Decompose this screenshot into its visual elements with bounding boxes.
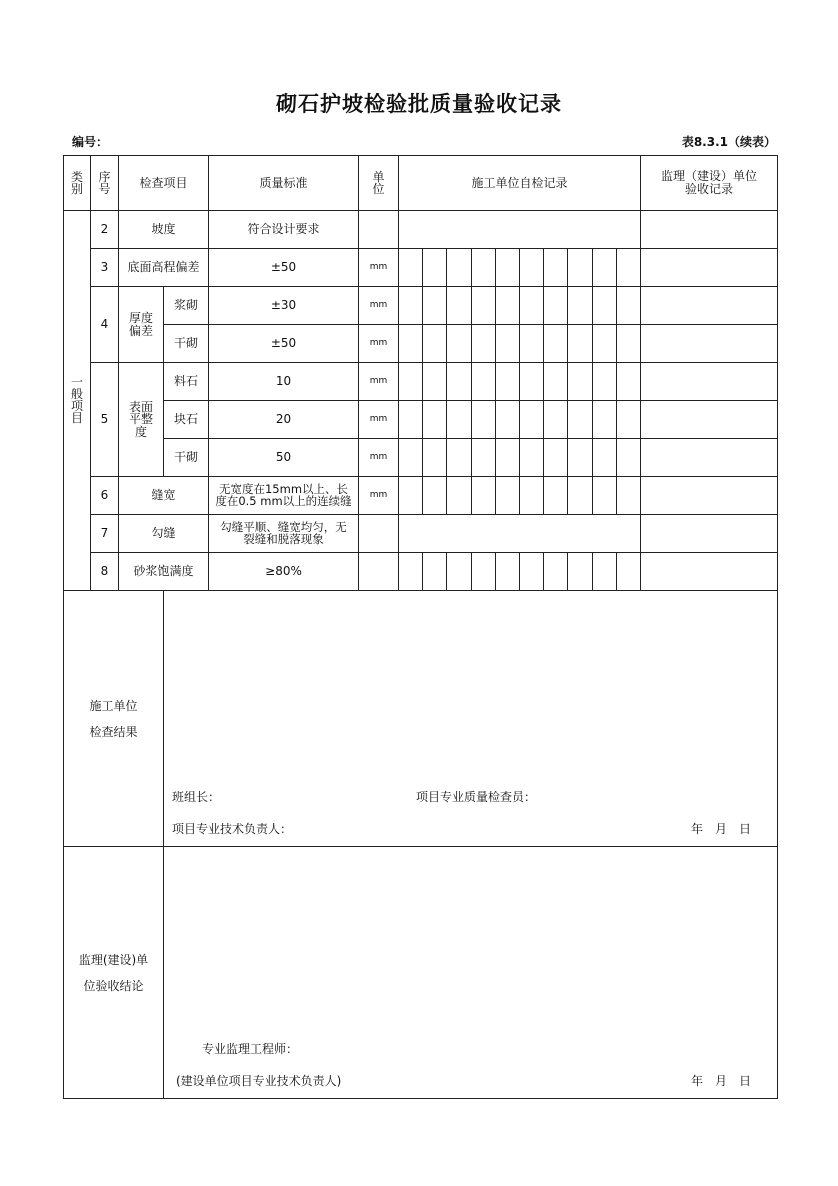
engineer-label: 专业监理工程师： [202,1042,299,1056]
record-cell[interactable] [568,401,592,439]
supervision-cell[interactable] [641,363,778,401]
seq-cell: 5 [91,363,119,477]
record-cell[interactable] [399,211,641,249]
unit-cell[interactable] [359,515,399,553]
standard-cell: ±50 [209,249,359,287]
owner-lead-label: (建设单位项目专业技术负责人) [176,1074,342,1088]
record-cell[interactable] [423,287,447,325]
item-cell: 勾缝 [119,515,209,553]
record-cell[interactable] [447,439,471,477]
unit-cell: mm [359,287,399,325]
record-cell[interactable] [544,249,568,287]
standard-cell: 无宽度在15mm以上、长度在0.5 mm以上的连续缝 [209,477,359,515]
record-cell[interactable] [616,249,640,287]
construction-result-area[interactable] [164,591,778,847]
supervision-conclusion-row [64,847,778,1099]
record-cell[interactable] [495,325,519,363]
standard-cell: 勾缝平顺、缝宽均匀，无裂缝和脱落现象 [209,515,359,553]
record-cell[interactable] [423,325,447,363]
seq-cell: 3 [91,249,119,287]
record-cell[interactable] [399,363,423,401]
header-supervision: 监理（建设）单位验收记录 [641,156,778,211]
unit-cell[interactable] [359,211,399,249]
record-cell[interactable] [519,249,543,287]
record-cell[interactable] [616,287,640,325]
record-cell[interactable] [519,477,543,515]
table-row [64,553,778,591]
record-cell[interactable] [447,325,471,363]
page-title: 砌石护坡检验批质量验收记录 [276,92,562,116]
record-cell[interactable] [519,553,543,591]
header-row [64,156,778,211]
record-cell[interactable] [592,401,616,439]
record-cell[interactable] [471,363,495,401]
record-cell[interactable] [495,363,519,401]
record-cell[interactable] [423,401,447,439]
record-cell[interactable] [471,477,495,515]
record-cell[interactable] [399,325,423,363]
header-seq: 序号 [91,156,119,211]
standard-cell: ≥80% [209,553,359,591]
record-cell[interactable] [568,363,592,401]
record-cell[interactable] [471,249,495,287]
record-cell[interactable] [544,401,568,439]
record-cell[interactable] [592,439,616,477]
item-cell: 坡度 [119,211,209,249]
unit-cell: mm [359,401,399,439]
record-cell[interactable] [495,287,519,325]
unit-cell: mm [359,249,399,287]
record-cell[interactable] [423,477,447,515]
date-label: 年 月 日 [691,822,752,836]
record-cell[interactable] [423,363,447,401]
table-row [64,515,778,553]
record-cell[interactable] [568,439,592,477]
record-cell[interactable] [399,439,423,477]
supervision-cell[interactable] [641,249,778,287]
sub-item-cell: 块石 [164,401,209,439]
record-cell[interactable] [544,363,568,401]
record-cell[interactable] [568,477,592,515]
record-cell[interactable] [544,287,568,325]
record-cell[interactable] [447,553,471,591]
record-cell[interactable] [471,553,495,591]
record-cell[interactable] [568,287,592,325]
table-row [64,325,778,363]
unit-cell: mm [359,325,399,363]
header-category: 类别 [64,156,91,211]
record-cell[interactable] [447,401,471,439]
item-cell: 表面平整度 [119,363,164,477]
record-cell[interactable] [423,249,447,287]
record-cell[interactable] [544,439,568,477]
record-cell[interactable] [568,325,592,363]
seq-cell: 7 [91,515,119,553]
category-general: 一般项目 [64,211,91,591]
record-cell[interactable] [592,477,616,515]
sub-item-cell: 浆砌 [164,287,209,325]
supervision-cell[interactable] [641,477,778,515]
record-cell[interactable] [519,439,543,477]
supervision-cell[interactable] [641,211,778,249]
header-unit: 单位 [359,156,399,211]
seq-cell: 6 [91,477,119,515]
sub-item-cell: 干砌 [164,325,209,363]
record-cell[interactable] [568,249,592,287]
record-cell[interactable] [399,287,423,325]
supervision-cell[interactable] [641,515,778,553]
sub-item-cell: 料石 [164,363,209,401]
record-cell[interactable] [592,287,616,325]
unit-cell: mm [359,363,399,401]
header-item: 检查项目 [119,156,209,211]
table-row [64,287,778,325]
supervision-cell[interactable] [641,439,778,477]
record-cell[interactable] [471,287,495,325]
record-cell[interactable] [519,325,543,363]
table-row [64,249,778,287]
record-cell[interactable] [544,325,568,363]
record-cell[interactable] [495,477,519,515]
table-number: 表8.3.1（续表） [681,135,776,149]
record-cell[interactable] [592,553,616,591]
record-cell[interactable] [592,363,616,401]
record-cell[interactable] [495,249,519,287]
seq-cell: 4 [91,287,119,363]
record-cell[interactable] [592,249,616,287]
table-row [64,439,778,477]
record-cell[interactable] [519,401,543,439]
supervision-cell[interactable] [641,325,778,363]
record-cell[interactable] [447,477,471,515]
record-cell[interactable] [616,439,640,477]
standard-cell: 50 [209,439,359,477]
standard-cell: 10 [209,363,359,401]
table-row [64,477,778,515]
standard-cell: 符合设计要求 [209,211,359,249]
record-cell[interactable] [423,553,447,591]
record-cell[interactable] [544,553,568,591]
record-cell[interactable] [568,553,592,591]
table-row [64,401,778,439]
date-label: 年 月 日 [691,1074,752,1088]
standard-cell: ±50 [209,325,359,363]
tech-lead-label: 项目专业技术负责人： [172,822,293,836]
table-row [64,211,778,249]
supervision-cell[interactable] [641,287,778,325]
record-cell[interactable] [616,363,640,401]
record-cell[interactable] [423,439,447,477]
record-cell[interactable] [519,287,543,325]
item-cell: 厚度偏差 [119,287,164,363]
construction-result-row [64,591,778,847]
supervision-conclusion-area[interactable] [164,847,778,1099]
item-cell: 底面高程偏差 [119,249,209,287]
standard-cell: ±30 [209,287,359,325]
record-cell[interactable] [495,553,519,591]
team-leader-label: 班组长： [172,790,221,804]
item-cell: 缝宽 [119,477,209,515]
record-cell[interactable] [471,439,495,477]
quality-inspector-label: 项目专业质量检查员： [416,790,537,804]
supervision-cell[interactable] [641,401,778,439]
record-cell[interactable] [399,477,423,515]
record-cell[interactable] [471,401,495,439]
record-cell[interactable] [495,401,519,439]
record-cell[interactable] [592,325,616,363]
record-cell[interactable] [399,553,423,591]
record-cell[interactable] [616,477,640,515]
unit-cell[interactable] [359,553,399,591]
supervision-conclusion-label: 监理(建设)单 位验收结论 [64,847,164,1099]
standard-cell: 20 [209,401,359,439]
sub-item-cell: 干砌 [164,439,209,477]
record-cell[interactable] [544,477,568,515]
header-self-check: 施工单位自检记录 [399,156,641,211]
record-cell[interactable] [519,363,543,401]
record-cell[interactable] [447,249,471,287]
table-row [64,363,778,401]
record-cell[interactable] [447,287,471,325]
item-cell: 砂浆饱满度 [119,553,209,591]
record-cell[interactable] [471,325,495,363]
inspection-table [63,155,778,1099]
record-cell[interactable] [399,401,423,439]
seq-cell: 8 [91,553,119,591]
unit-cell: mm [359,477,399,515]
record-cell[interactable] [616,401,640,439]
record-cell[interactable] [616,325,640,363]
unit-cell: mm [359,439,399,477]
record-cell[interactable] [447,363,471,401]
supervision-cell[interactable] [641,553,778,591]
record-cell[interactable] [399,515,641,553]
seq-cell: 2 [91,211,119,249]
record-cell[interactable] [495,439,519,477]
record-cell[interactable] [616,553,640,591]
construction-result-label: 施工单位 检查结果 [64,591,164,847]
number-label: 编号： [72,135,109,149]
record-cell[interactable] [399,249,423,287]
header-standard: 质量标准 [209,156,359,211]
